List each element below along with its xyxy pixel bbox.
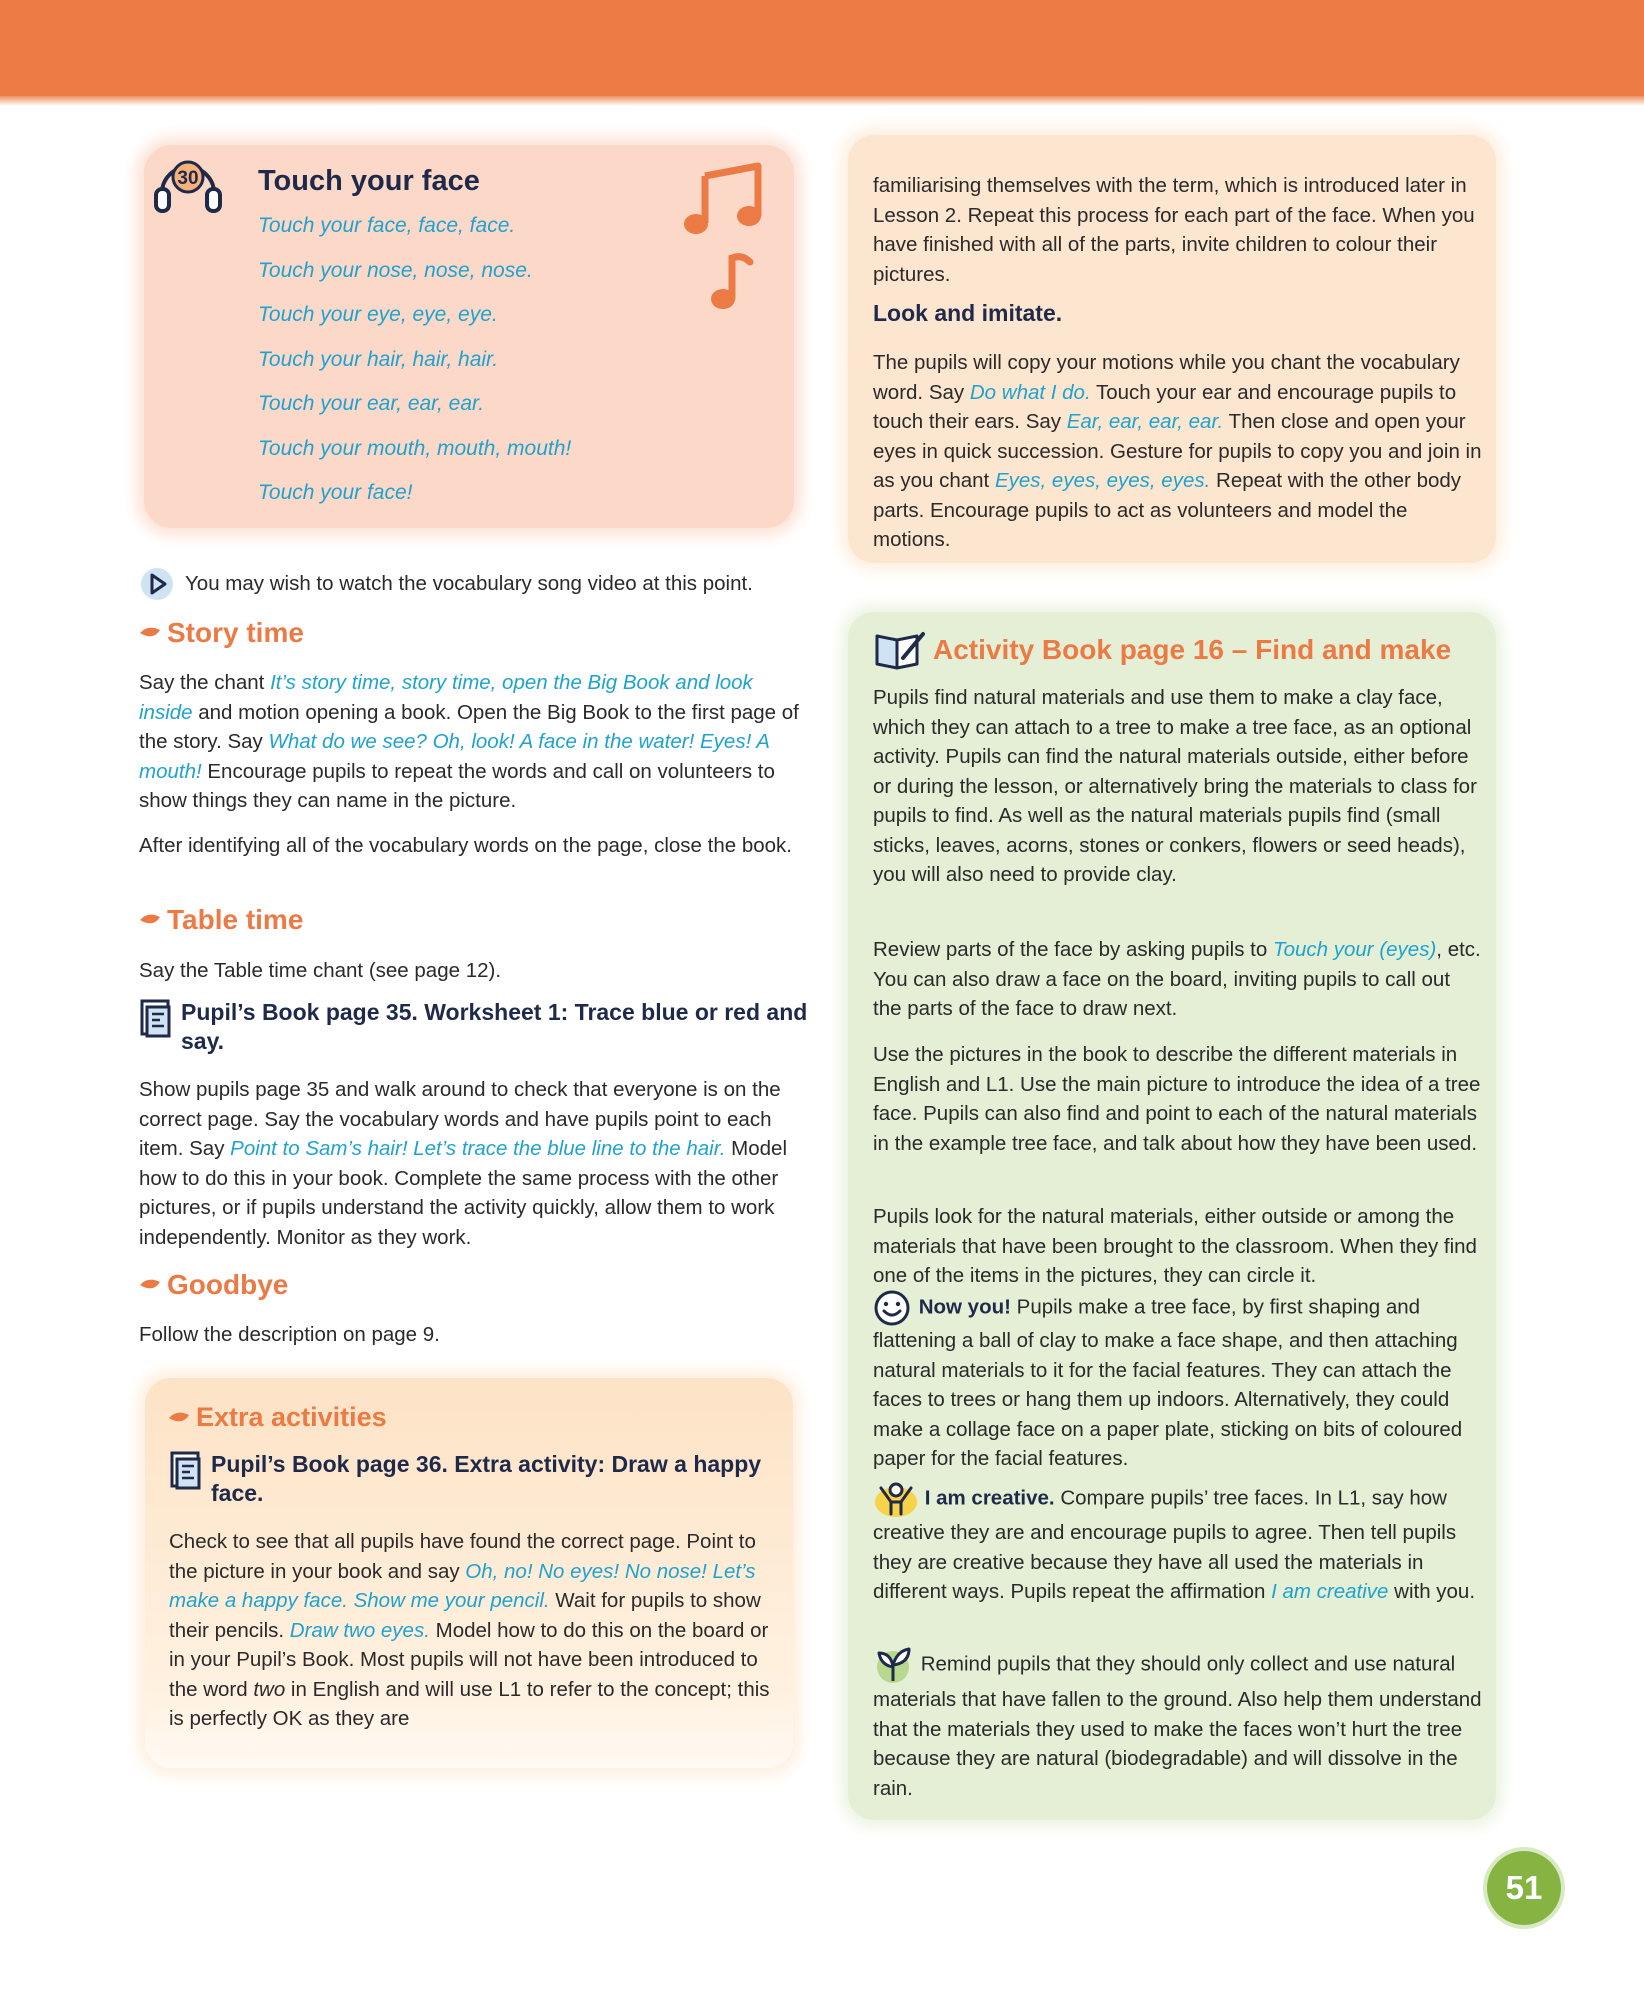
goodbye-heading-text: Goodbye: [167, 1269, 289, 1300]
extra-activities-heading-text: Extra activities: [196, 1402, 387, 1432]
story-paragraph: [139, 668, 799, 816]
look-imitate-paragraph: [873, 348, 1483, 555]
text: and motion opening a book. Open the Big Book to the first page of the story. Say: [139, 700, 799, 753]
text: Compare pupils’ tree faces. In L1, say how creative they are and encourage pupils to agree. Then tell pupils they are creative because they have all used the materials in different ways. Pupils repeat the affirmation: [873, 1486, 1457, 1603]
extra-activity-subheading: [169, 1450, 769, 1508]
say-text: What do we see? Oh, look! A face in the water! Eyes! A mouth!: [139, 730, 770, 783]
leaf-bullet-icon: [139, 913, 161, 927]
table-time-heading-text: Table time: [167, 904, 304, 935]
pupils-book-icon: [139, 998, 175, 1038]
chant-text: It’s story time, story time, open the Big Book and look inside: [139, 671, 753, 724]
affirmation-text: I am creative: [1271, 1580, 1389, 1603]
text: Repeat with the other body parts. Encourage pupils to act as volunteers and model the motions.: [873, 469, 1462, 551]
story-time-heading: [139, 617, 304, 649]
look-imitate-heading: Look and imitate.: [873, 300, 1063, 326]
video-note-text: You may wish to watch the vocabulary song video at this point.: [185, 572, 753, 595]
page-number: 51: [1487, 1851, 1561, 1925]
smiley-face-icon: [873, 1290, 913, 1326]
song-title: Touch your face: [258, 165, 480, 197]
play-video-icon[interactable]: [139, 566, 175, 602]
continued-paragraph: familiarising themselves with the term, which is introduced later in Lesson 2. Repeat this process for each part of the face. When you have finished with all of the parts, invite children to colour their pictures.: [873, 174, 1475, 286]
activity-paragraph-2: [873, 935, 1483, 1024]
text: Show pupils page 35 and walk around to check that everyone is on the correct page. Say the vocabulary words and have pupils point to each item. Say: [139, 1078, 781, 1160]
activity-paragraph-1: Pupils find natural materials and use them to make a clay face, which they can attach to a tree to make a tree face, as an optional activity. Pupils can find the natural materials outside, either before or during the lesson, or alternatively bring the materials to class for pupils to find. As well as the natural materials pupils find (small sticks, leaves, acorns, stones or conkers, flowers or seed heads), you will also need to provide clay.: [873, 686, 1477, 886]
text: Encourage pupils to repeat the words and call on volunteers to show things they can name in the picture.: [139, 759, 775, 812]
leaf-bullet-icon: [139, 626, 161, 640]
say-text: Touch your (eyes): [1272, 938, 1437, 961]
say-text: Draw two eyes.: [289, 1618, 430, 1642]
pupils-book-icon: [169, 1450, 205, 1490]
say-text: Point to Sam’s hair! Let’s trace the blue line to the hair.: [230, 1137, 726, 1160]
activity-book-heading-text: Activity Book page 16 – Find and make: [933, 634, 1452, 665]
extra-activities-heading: [168, 1402, 387, 1433]
say-text: Oh, no! No eyes! No nose! Let’s make a happy face. Show me your pencil.: [169, 1559, 756, 1612]
text: with you.: [1388, 1580, 1476, 1603]
text: in English and will use L1 to refer to the concept; this is perfectly OK as they are: [169, 1677, 770, 1730]
emphasis-text: two: [253, 1677, 286, 1701]
text: Model how to do this on the board or in your Pupil’s Book. Most pupils will not have been introduced to the word: [169, 1618, 769, 1701]
text: Check to see that all pupils have found the correct page. Point to the picture in your book and say: [169, 1530, 756, 1583]
creative-label: I am creative.: [924, 1486, 1055, 1510]
text: Review parts of the face by asking pupils to: [873, 938, 1273, 961]
extra-paragraph: [169, 1527, 784, 1734]
sprout-leaf-icon: [873, 1645, 915, 1685]
activity-paragraph-4: Pupils look for the natural materials, either outside or among the materials that have been brought to the classroom. When they find one of the items in the pictures, they can circle it.: [873, 1205, 1477, 1287]
extra-subheading-text: Pupil’s Book page 36. Extra activity: Draw a happy face.: [211, 1451, 762, 1506]
worksheet-heading-text: Pupil’s Book page 35. Worksheet 1: Trace blue or red and say.: [181, 999, 808, 1054]
chant-text: Eyes, eyes, eyes, eyes.: [994, 469, 1211, 492]
lyric-line: Touch your hair, hair, hair.: [258, 347, 499, 371]
text: Wait for pupils to show their pencils.: [169, 1589, 761, 1642]
leaf-bullet-icon: [168, 1411, 190, 1425]
music-notes-icon: [680, 158, 780, 318]
text: Touch your ear and encourage pupils to touch their ears. Say: [873, 380, 1457, 433]
activity-book-pencil-icon: [873, 628, 927, 672]
top-banner: [0, 0, 1644, 96]
text: The pupils will copy your motions while you chant the vocabulary word. Say: [873, 351, 1460, 404]
activity-book-heading: [873, 628, 1451, 672]
leaf-bullet-icon: [139, 1278, 161, 1292]
worksheet-paragraph: [139, 1075, 799, 1252]
story-time-heading-text: Story time: [167, 617, 304, 648]
story-paragraph-2: After identifying all of the vocabulary words on the page, close the book.: [139, 834, 792, 857]
lyric-line: Touch your face!: [258, 481, 413, 504]
lyric-line: Touch your eye, eye, eye.: [258, 303, 498, 326]
now-you-label: Now you!: [918, 1295, 1011, 1319]
video-note: [139, 566, 753, 602]
text: Say the chant: [139, 671, 271, 694]
lyric-line: Touch your face, face, face.: [258, 214, 516, 237]
creative-paragraph: [873, 1480, 1483, 1607]
now-you-paragraph: [873, 1290, 1483, 1474]
table-time-text: Say the Table time chant (see page 12).: [139, 959, 502, 982]
activity-paragraph-3: Use the pictures in the book to describe the different materials in English and L1. Use the main picture to introduce the idea of a tree face. Pupils can also find and point to each of the natural materials in the example tree face, and talk about how they have been used.: [873, 1043, 1481, 1155]
track-number: 30: [177, 168, 199, 189]
creative-person-icon: [873, 1480, 919, 1518]
text: Pupils make a tree face, by first shaping and flattening a ball of clay to make a face shape, and then attaching natural materials to it for the facial features. They can attach the faces to trees or hang them up indoors. Alternatively, they could make a collage face on a paper plate, sticking on bits of coloured paper for the facial features.: [873, 1295, 1463, 1470]
say-text: Do what I do.: [969, 380, 1091, 404]
goodbye-text: Follow the description on page 9.: [139, 1323, 440, 1346]
eco-text: Remind pupils that they should only collect and use natural materials that have fallen to the ground. Also help them understand that the materials they used to make the faces won’t hurt the tree because they are natural (biodegradable) and will dissolve in the rain.: [873, 1652, 1482, 1800]
eco-paragraph: [873, 1645, 1483, 1803]
lyric-line: Touch your ear, ear, ear.: [258, 392, 485, 415]
lyric-line: Touch your nose, nose, nose.: [258, 258, 533, 282]
text: Then close and open your eyes in quick succession. Gesture for pupils to copy you and join in as you chant: [873, 410, 1482, 492]
song-lyrics: [258, 214, 571, 526]
goodbye-heading: [139, 1269, 288, 1301]
text: Model how to do this in your book. Complete the same process with the other pictures, or if pupils understand the activity quickly, allow them to work independently. Monitor as they work.: [139, 1137, 787, 1249]
headphones-icon: [152, 153, 224, 215]
say-text: Ear, ear, ear, ear.: [1066, 410, 1224, 433]
lyric-line: Touch your mouth, mouth, mouth!: [258, 436, 572, 460]
worksheet-heading: [139, 998, 809, 1056]
text: , etc. You can also draw a face on the board, inviting pupils to call out the parts of the face to draw next.: [873, 938, 1481, 1020]
table-time-heading: [139, 904, 303, 936]
